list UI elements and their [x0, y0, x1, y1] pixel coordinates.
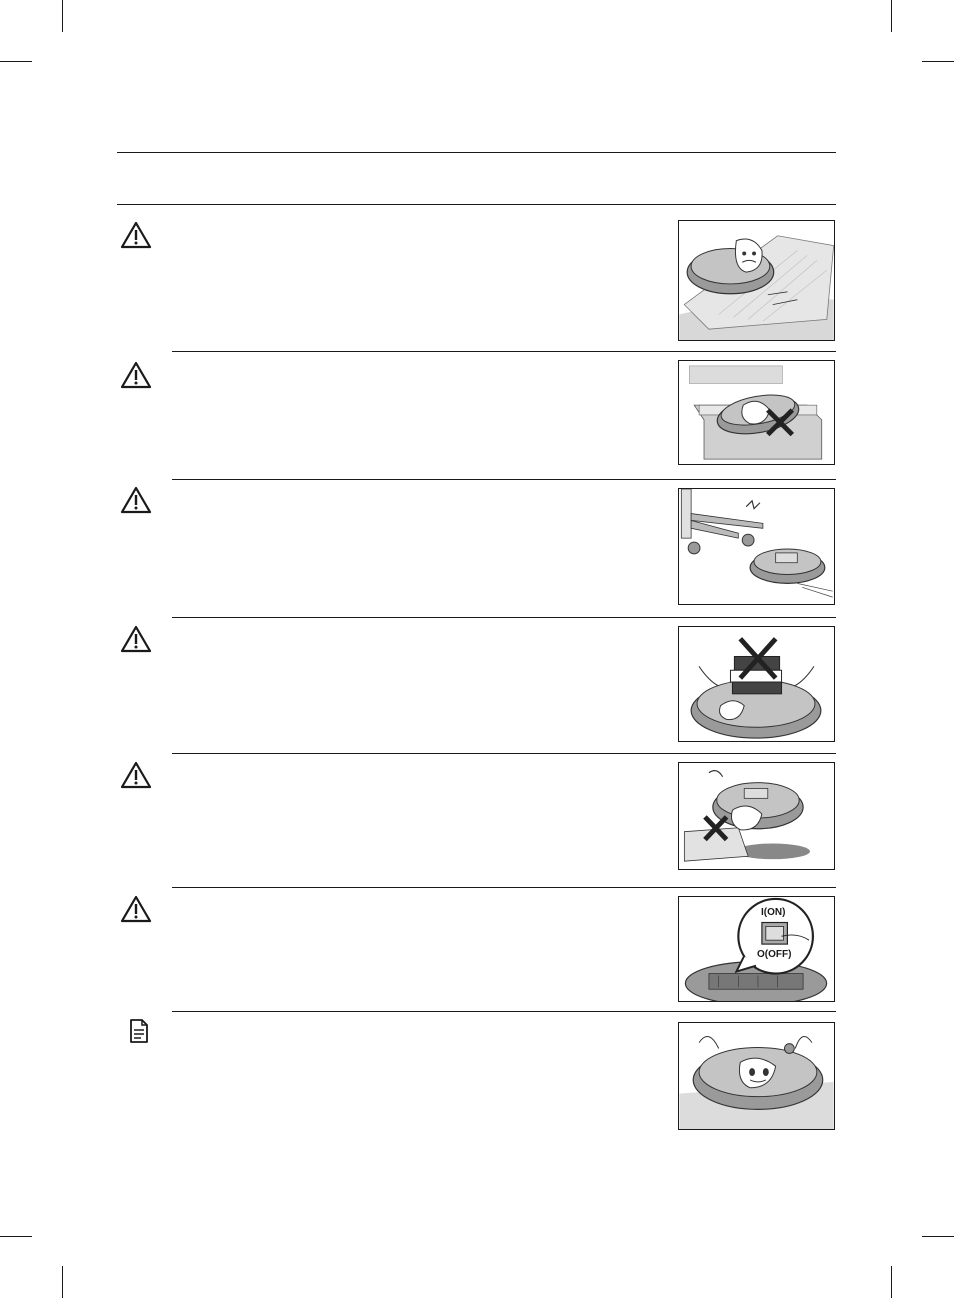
illustration-power-switch — [678, 896, 835, 1002]
warning-icon — [120, 760, 152, 790]
crop-mark — [891, 0, 892, 32]
illustration-robot-on-rug — [678, 220, 835, 341]
illustration-lifting-robot — [678, 1022, 835, 1130]
crop-mark — [0, 61, 32, 62]
section-divider — [172, 753, 836, 754]
section-divider — [172, 351, 836, 352]
warning-icon — [120, 894, 152, 924]
illustration-robot-and-chair — [678, 488, 835, 605]
crop-mark — [922, 61, 954, 62]
warning-icon — [120, 220, 152, 250]
note-icon — [128, 1016, 150, 1046]
crop-mark — [62, 1266, 63, 1298]
warning-icon — [120, 485, 152, 515]
header-title — [117, 166, 836, 192]
switch-on-label: I(ON) — [761, 907, 786, 918]
crop-mark — [62, 0, 63, 32]
section-divider — [172, 479, 836, 480]
crop-mark — [891, 1266, 892, 1298]
crop-mark — [0, 1236, 32, 1237]
section-divider — [172, 887, 836, 888]
section-divider — [172, 617, 836, 618]
illustration-robot-near-liquid — [678, 762, 835, 870]
header-rule-top — [117, 152, 836, 153]
warning-icon — [120, 360, 152, 390]
switch-off-label: O(OFF) — [757, 949, 792, 960]
header-rule-bottom — [117, 204, 836, 205]
warning-icon — [120, 624, 152, 654]
illustration-robot-on-table — [678, 360, 835, 465]
illustration-objects-on-robot — [678, 626, 835, 742]
crop-mark — [922, 1236, 954, 1237]
section-divider — [172, 1011, 836, 1012]
